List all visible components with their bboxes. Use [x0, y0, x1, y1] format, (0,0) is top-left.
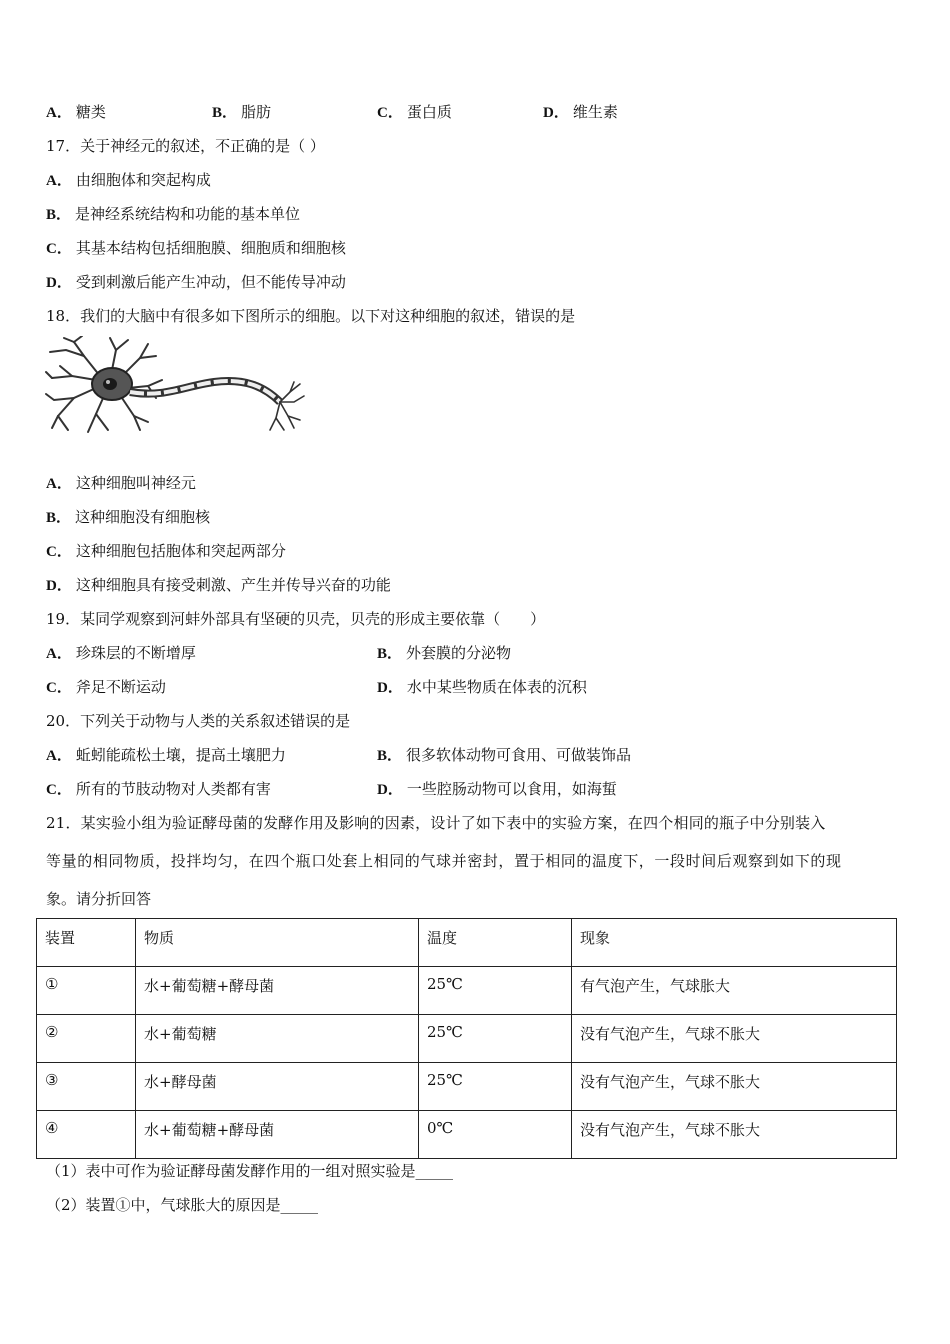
table-cell: ④	[37, 1111, 136, 1159]
table-row	[37, 967, 897, 1015]
table-cell: 水+葡萄糖+酵母菌	[136, 967, 419, 1015]
q19-option-b: B． 外套膜的分泌物	[377, 644, 512, 662]
table-cell: 水+酵母菌	[136, 1063, 419, 1111]
q17-option-c: C． 其基本结构包括细胞膜、细胞质和细胞核	[46, 239, 346, 257]
table-row	[37, 1111, 897, 1159]
q16-option-b: B． 脂肪	[212, 103, 272, 121]
table-cell: ②	[37, 1015, 136, 1063]
q18-option-b: B． 这种细胞没有细胞核	[46, 508, 211, 526]
table-cell: 没有气泡产生，气球不胀大	[572, 1015, 897, 1063]
q16-option-d: D． 维生素	[543, 103, 618, 121]
q21-stem-line-3: 象。请分折回答	[46, 890, 152, 908]
table-header-cell: 现象	[572, 919, 897, 967]
q19-option-a: A． 珍珠层的不断增厚	[46, 644, 196, 662]
table-header-row	[37, 919, 897, 967]
q19-option-d: D． 水中某些物质在体表的沉积	[377, 678, 587, 696]
q21-sub-question-1: （1）表中可作为验证酵母菌发酵作用的一组对照实验是_____	[46, 1162, 454, 1180]
q21-stem-line-1: 21．某实验小组为验证酵母菌的发酵作用及影响的因素，设计了如下表中的实验方案，在四个相同的瓶子中分别装入	[46, 814, 826, 832]
table-cell: 0℃	[419, 1111, 572, 1159]
q17-option-b: B． 是神经系统结构和功能的基本单位	[46, 205, 301, 223]
table-header-cell: 温度	[419, 919, 572, 967]
q19-option-c: C． 斧足不断运动	[46, 678, 166, 696]
table-cell: 水+葡萄糖	[136, 1015, 419, 1063]
table-cell: 有气泡产生，气球胀大	[572, 967, 897, 1015]
table-row	[37, 1015, 897, 1063]
q16-option-c: C． 蛋白质	[377, 103, 452, 121]
table-header-cell: 物质	[136, 919, 419, 967]
table-cell: 25℃	[419, 1015, 572, 1063]
q20-option-d: D． 一些腔肠动物可以食用，如海蜇	[377, 780, 617, 798]
q18-option-c: C． 这种细胞包括胞体和突起两部分	[46, 542, 286, 560]
q21-stem-line-2: 等量的相同物质，投拌均匀，在四个瓶口处套上相同的气球并密封，置于相同的温度下，一段时间后观察到如下的现	[46, 852, 842, 870]
table-cell: 没有气泡产生，气球不胀大	[572, 1111, 897, 1159]
table-cell: ①	[37, 967, 136, 1015]
table-cell: 25℃	[419, 1063, 572, 1111]
table-cell: 25℃	[419, 967, 572, 1015]
table-row	[37, 1063, 897, 1111]
table-cell: 水+葡萄糖+酵母菌	[136, 1111, 419, 1159]
table-cell: ③	[37, 1063, 136, 1111]
neuron-figure	[44, 336, 306, 434]
q17-option-a: A． 由细胞体和突起构成	[46, 171, 211, 189]
q20-option-a: A． 蚯蚓能疏松土壤，提高土壤肥力	[46, 746, 286, 764]
q20-option-c: C． 所有的节肢动物对人类都有害	[46, 780, 271, 798]
q18-option-a: A． 这种细胞叫神经元	[46, 474, 196, 492]
q20-option-b: B． 很多软体动物可食用、可做装饰品	[377, 746, 632, 764]
q21-sub-question-2: （2）装置①中，气球胀大的原因是_____	[46, 1196, 319, 1214]
q17-stem: 17．关于神经元的叙述，不正确的是（ ）	[46, 137, 325, 155]
table-header-cell: 装置	[37, 919, 136, 967]
table-cell: 没有气泡产生，气球不胀大	[572, 1063, 897, 1111]
q19-stem: 19．某同学观察到河蚌外部具有坚硬的贝壳，贝壳的形成主要依靠（ ）	[46, 610, 546, 628]
q17-option-d: D． 受到刺激后能产生冲动，但不能传导冲动	[46, 273, 346, 291]
q18-option-d: D． 这种细胞具有接受刺激、产生并传导兴奋的功能	[46, 576, 391, 594]
q20-stem: 20．下列关于动物与人类的关系叙述错误的是	[46, 712, 351, 730]
q18-stem: 18．我们的大脑中有很多如下图所示的细胞。以下对这种细胞的叙述，错误的是	[46, 307, 576, 325]
experiment-table	[36, 918, 897, 1159]
q16-option-a: A． 糖类	[46, 103, 106, 121]
